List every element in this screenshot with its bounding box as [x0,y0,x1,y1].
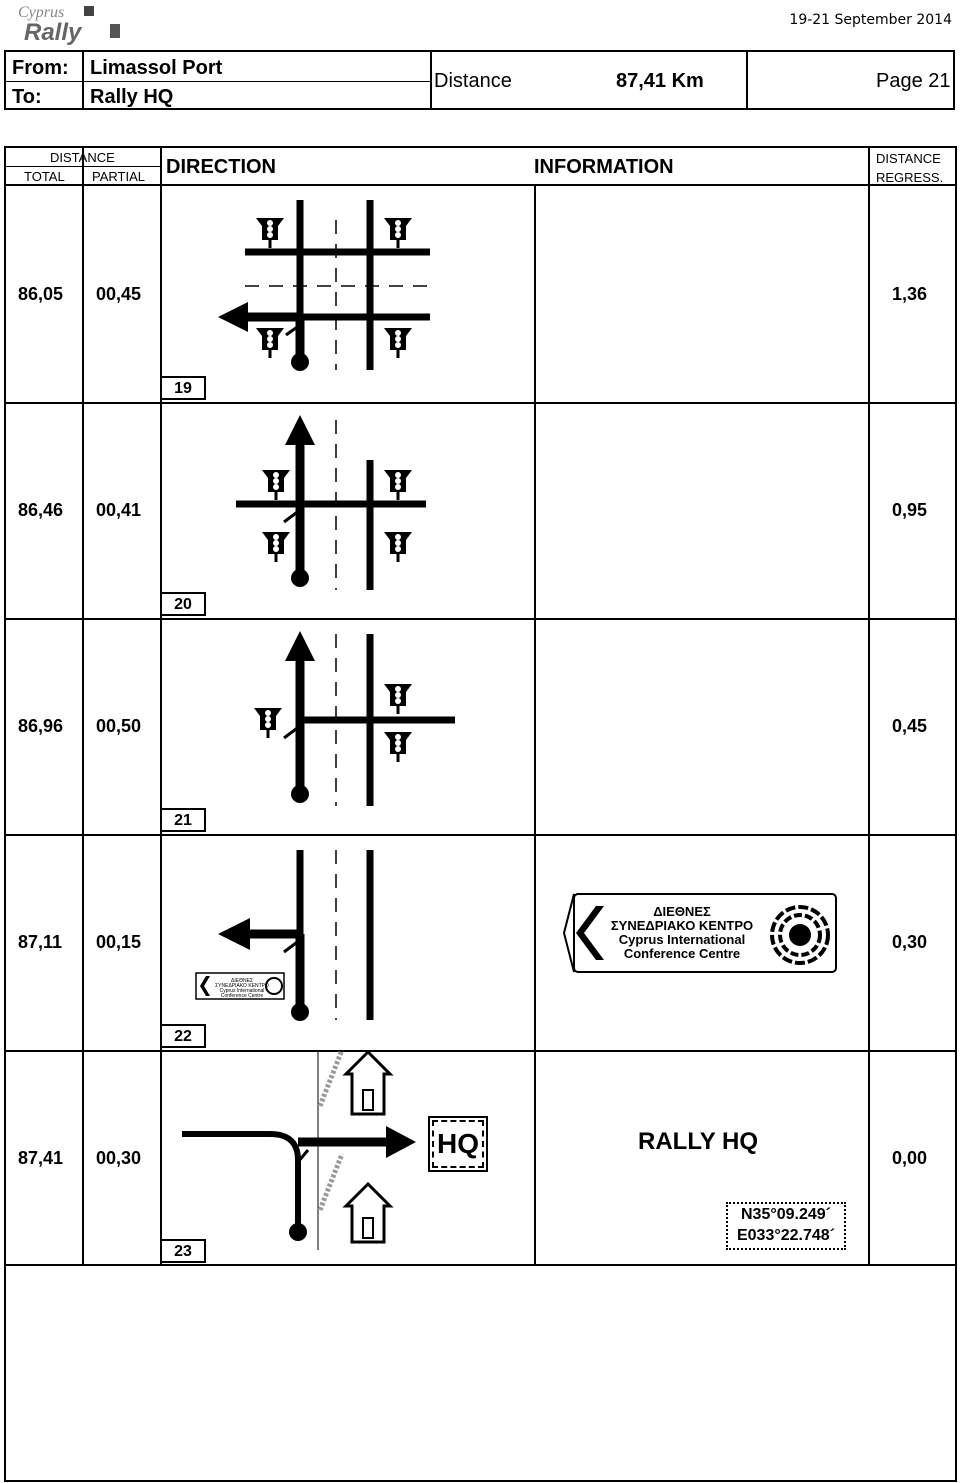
partial-header: PARTIAL [92,169,145,184]
regress-distance: 0,00 [892,1148,928,1168]
rally-hq-info: RALLY HQ [638,1128,759,1155]
index-box: 20 [160,592,206,616]
total-distance: 87,11 [18,932,63,952]
regress-distance: 1,36 [892,284,928,304]
svg-text:Rally: Rally [24,19,82,46]
index-box: 19 [160,376,206,400]
index-box: 22 [160,1024,206,1048]
partial-distance: 00,30 [96,1148,142,1168]
building-icon [346,1184,390,1242]
total-distance: 87,41 [18,1148,64,1168]
partial-distance: 00,50 [96,716,142,736]
distance-header: DISTANCE [50,150,115,165]
svg-text:Cyprus: Cyprus [18,4,65,21]
mini-sign-line2: ΣΥΝΕΔΡΙΑΚΟ ΚΕΝΤΡΟ [215,983,269,989]
cyprus-rally-logo [4,2,122,44]
from-value: Limassol Port [90,57,223,79]
gps-longitude: E033°22.748´ [736,1227,836,1244]
to-label: To: [12,86,42,108]
total-distance: 86,05 [18,284,64,304]
mini-sign-line3: Cyprus International [219,988,265,994]
distance-label: Distance [434,70,512,92]
regress-distance: 0,45 [892,716,928,736]
tulip-diagram-22 [190,842,390,1027]
total-distance: 86,96 [18,716,64,736]
tulip-diagram-21 [210,626,470,811]
roadbook-sheet [4,146,957,1482]
event-date: 19-21 September 2014 [789,12,952,28]
regress-distance: 0,30 [892,932,928,952]
to-value: Rally HQ [90,86,174,108]
page-number: Page 21 [876,70,951,92]
sign-line1: ΔΙΕΘΝΕΣ [653,904,711,919]
partial-distance: 00,15 [96,932,142,952]
tulip-diagram-19 [210,190,440,375]
sign-line4: Conference Centre [623,946,741,961]
gps-latitude: N35°09.249´ [740,1206,831,1223]
regress-distance: 0,95 [892,500,928,520]
partial-distance: 00,45 [96,284,142,304]
from-label: From: [12,57,69,79]
tulip-diagram-20 [210,410,440,595]
conference-centre-sign [562,892,838,974]
mini-sign-line4: Conference Centre [220,993,264,999]
total-header: TOTAL [24,169,65,184]
hatched-area [318,1050,342,1250]
regress-header: REGRESS. [876,170,944,185]
distance-regress-header: DISTANCE [876,151,941,166]
sign-line3: Cyprus International [618,932,746,947]
direction-header: DIRECTION [166,156,276,178]
index-box: 23 [160,1239,206,1263]
hq-sign: HQ [428,1116,488,1172]
distance-value: 87,41 Km [616,70,704,92]
total-distance: 86,46 [18,500,64,520]
route-box [4,50,955,110]
sign-line2: ΣΥΝΕΔΡΙΑΚΟ ΚΕΝΤΡΟ [610,918,754,933]
partial-distance: 00,41 [96,500,142,520]
building-icon [346,1052,390,1114]
information-header: INFORMATION [534,156,674,178]
index-box: 21 [160,808,206,832]
gps-box [726,1202,846,1250]
mini-sign-line1: ΔΙΕΘΝΕΣ [231,978,253,984]
